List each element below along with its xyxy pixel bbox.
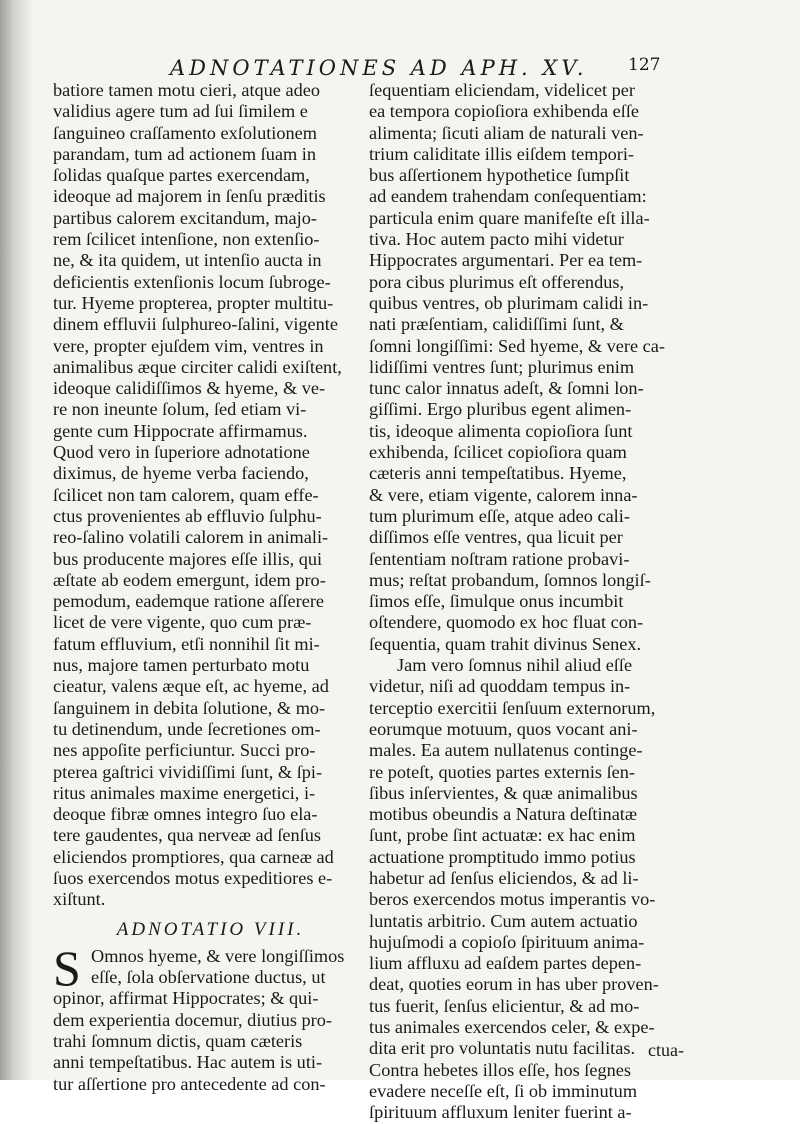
text-line: ſuos exercendos motus expeditiores e-	[53, 867, 333, 888]
text-line: & vere, etiam vigente, calorem inna-	[369, 484, 638, 505]
text-line: ſequentia, quam trahit divinus Senex.	[369, 633, 642, 654]
text-line: gente cum Hippocrate affirmamus.	[53, 420, 308, 441]
text-line: terceptio exercitii ſenſuum externorum,	[369, 697, 656, 718]
text-line: particula enim quare manifeſte eſt illa-	[369, 207, 650, 228]
text-line: actuatione promptitudo immo potius	[369, 846, 636, 867]
text-line: bus aſſertionem hypothetice ſumpſit	[369, 165, 630, 186]
text-line: diſſimos eſſe ventres, qua licuit per	[369, 527, 623, 548]
binding-shadow	[0, 0, 34, 1080]
text-line: ad eandem trahendam conſequentiam:	[369, 186, 647, 207]
text-line: trahi ſomnum dictis, quam cæteris	[53, 1031, 303, 1052]
text-line: parandam, tum ad actionem ſuam in	[53, 143, 316, 164]
text-line: diximus, de hyeme verba faciendo,	[53, 463, 309, 484]
text-line: ſolidas quaſque partes exercendam,	[53, 165, 310, 186]
text-line: ideoque ad majorem in ſenſu præditis	[53, 186, 326, 207]
text-line: deat, quoties eorum in has uber proven-	[369, 974, 659, 995]
text-line: re poteſt, quoties partes externis ſen-	[369, 761, 636, 782]
text-line: anni tempeſtatibus. Hac autem is uti-	[53, 1052, 323, 1073]
text-line: pora cibus plurimus eſt offerendus,	[369, 271, 625, 292]
right-column-text-b	[369, 655, 689, 1124]
right-column	[369, 80, 689, 1124]
text-line: ea tempora copioſiora exhibenda eſſe	[369, 101, 640, 122]
left-column-text	[53, 80, 368, 911]
drop-cap: S	[53, 939, 81, 996]
running-head: ADNOTATIONES AD APH. XV.	[170, 56, 588, 80]
text-line: alimenta; ſicuti aliam de naturali ven-	[369, 122, 644, 143]
text-line: licet de vere vigente, quo cum præ-	[53, 612, 312, 633]
text-line: ſequentiam eliciendam, videlicet per	[369, 80, 635, 100]
section-body	[53, 939, 368, 1095]
text-line: Hippocrates argumentari. Per ea tem-	[369, 250, 643, 271]
text-line: ſpirituum affluxum leniter fuerint a-	[369, 1102, 632, 1123]
text-line: tus animales exercendos celer, & expe-	[369, 1017, 655, 1038]
text-line: nati præſentiam, calidiſſimi ſunt, &	[369, 314, 624, 335]
text-line: tus fuerit, ſenſus elicientur, & ad mo-	[369, 995, 640, 1016]
text-line: dem experientia docemur, diutius pro-	[53, 1009, 332, 1030]
section-text	[53, 939, 368, 1095]
text-line: cieatur, valens æque eſt, ac hyeme, ad	[53, 676, 329, 697]
text-line: cæteris anni tempeſtatibus. Hyeme,	[369, 463, 627, 484]
text-line: beros exercendos motus imperantis vo-	[369, 889, 656, 910]
text-line: rem ſcilicet intenſione, non extenſio-	[53, 229, 320, 250]
page-number: 127	[628, 55, 661, 75]
text-line: habetur ad ſenſus eliciendos, & ad li-	[369, 867, 639, 888]
text-line: exhibenda, ſcilicet copioſiora quam	[369, 442, 627, 463]
text-line: nes appoſite perficiuntur. Succi pro-	[53, 740, 316, 761]
text-line: opinor, affirmat Hippocrates; & qui-	[53, 988, 319, 1009]
text-line: evadere neceſſe eſt, ſi ob imminutum	[369, 1080, 638, 1101]
text-line: ſibus inſervientes, & quæ animalibus	[369, 782, 638, 803]
text-line: Omnos hyeme, & vere longiſſimos	[91, 945, 345, 966]
text-line: giſſimi. Ergo pluribus egent alimen-	[369, 399, 632, 420]
text-line: pterea gaſtrici vividiſſimi ſunt, & ſpi-	[53, 761, 323, 782]
text-line: validius agere tum ad ſui ſimilem e	[53, 101, 308, 122]
text-line: dinem effluvii ſulphureo-ſalini, vigente	[53, 314, 338, 335]
text-line: animalibus æque circiter calidi exiſtent,	[53, 356, 342, 377]
catchword: ctua-	[648, 1040, 684, 1060]
text-line: quibus ventres, ob plurimam calidi in-	[369, 292, 649, 313]
text-line: partibus calorem excitandum, majo-	[53, 207, 317, 228]
text-line: males. Ea autem nullatenus continge-	[369, 740, 643, 761]
text-line: videtur, niſi ad quoddam tempus in-	[369, 676, 631, 697]
text-line: tunc calor innatus adeſt, & ſomni lon-	[369, 378, 644, 399]
text-line: Quod vero in ſuperiore adnotatione	[53, 442, 310, 463]
text-line: trium caliditate illis eiſdem tempori-	[369, 143, 635, 164]
text-line: luntatis arbitrio. Cum autem actuatio	[369, 910, 638, 931]
text-line: tere gaudentes, qua nerveæ ad ſenſus	[53, 825, 322, 846]
text-line: fatum effluvium, etſi nonnihil ſit mi-	[53, 633, 320, 654]
text-line: reo-ſalino volatili calorem in animali-	[53, 527, 329, 548]
text-line: nus, majore tamen perturbato motu	[53, 655, 310, 676]
text-line: eorumque motuum, quos vocant ani-	[369, 718, 638, 739]
text-line: tiva. Hoc autem pacto mihi videtur	[369, 229, 624, 250]
text-line: ſanguinem in debita ſolutione, & mo-	[53, 697, 326, 718]
text-line: tur. Hyeme propterea, propter multitu-	[53, 292, 334, 313]
text-line: Jam vero ſomnus nihil aliud eſſe	[397, 655, 633, 676]
text-line: batiore tamen motu cieri, atque adeo	[53, 80, 320, 100]
text-line: ctus provenientes ab effluvio ſulphu-	[53, 505, 322, 526]
text-line: lium affluxu ad eaſdem partes depen-	[369, 953, 642, 974]
right-column-text-a	[369, 80, 689, 655]
section-heading: ADNOTATIO VIII.	[116, 918, 305, 940]
text-line: oſtendere, quomodo ex hoc fluat con-	[369, 612, 644, 633]
text-line: ritus animales maxime energetici, i-	[53, 782, 316, 803]
text-line: eſſe, ſola obſervatione ductus, ut	[91, 967, 326, 988]
text-line: re non ineunte ſolum, ſed etiam vi-	[53, 399, 307, 420]
text-line: deoque fibræ omnes integro ſuo ela-	[53, 804, 318, 825]
text-line: tis, ideoque alimenta copioſiora ſunt	[369, 420, 633, 441]
text-line: bus producente majores eſſe illis, qui	[53, 548, 323, 569]
text-line: ſanguineo craſſamento exſolutionem	[53, 122, 317, 143]
text-line: vere, propter ejuſdem vim, ventres in	[53, 335, 324, 356]
text-line: hujuſmodi a copioſo ſpirituum anima-	[369, 931, 645, 952]
text-line: ſcilicet non tam calorem, quam effe-	[53, 484, 319, 505]
text-line: æſtate ab eodem emergunt, idem pro-	[53, 569, 326, 590]
text-line: ne, & ita quidem, ut intenſio aucta in	[53, 250, 322, 271]
left-column	[53, 80, 368, 1095]
text-line: deficientis extenſionis locum ſubroge-	[53, 271, 331, 292]
text-line: ideoque calidiſſimos & hyeme, & ve-	[53, 378, 326, 399]
text-line: dita erit pro voluntatis nutu facilitas.	[369, 1038, 636, 1059]
text-line: ſunt, probe ſint actuatæ: ex hac enim	[369, 825, 636, 846]
text-line: mus; reſtat probandum, ſomnos longiſ-	[369, 569, 651, 590]
text-line: tum plurimum eſſe, atque adeo cali-	[369, 505, 630, 526]
text-line: pemodum, eademque ratione aſſerere	[53, 591, 325, 612]
text-line: Contra hebetes illos eſſe, hos ſegnes	[369, 1059, 631, 1080]
text-line: ſimos eſſe, ſimulque onus incumbit	[369, 591, 624, 612]
text-line: lidiſſimi ventres ſunt; plurimus enim	[369, 356, 635, 377]
text-line: motibus obeundis a Natura deſtinatæ	[369, 804, 638, 825]
text-line: ſomni longiſſimi: Sed hyeme, & vere ca-	[369, 335, 665, 356]
text-line: eliciendos promptiores, qua carneæ ad	[53, 846, 334, 867]
text-line: tu detinendum, unde ſecretiones om-	[53, 718, 321, 739]
text-line: xiſtunt.	[53, 889, 106, 910]
text-line: ſententiam noſtram ratione probavi-	[369, 548, 630, 569]
text-line: tur aſſertione pro antecedente ad con-	[53, 1073, 326, 1094]
